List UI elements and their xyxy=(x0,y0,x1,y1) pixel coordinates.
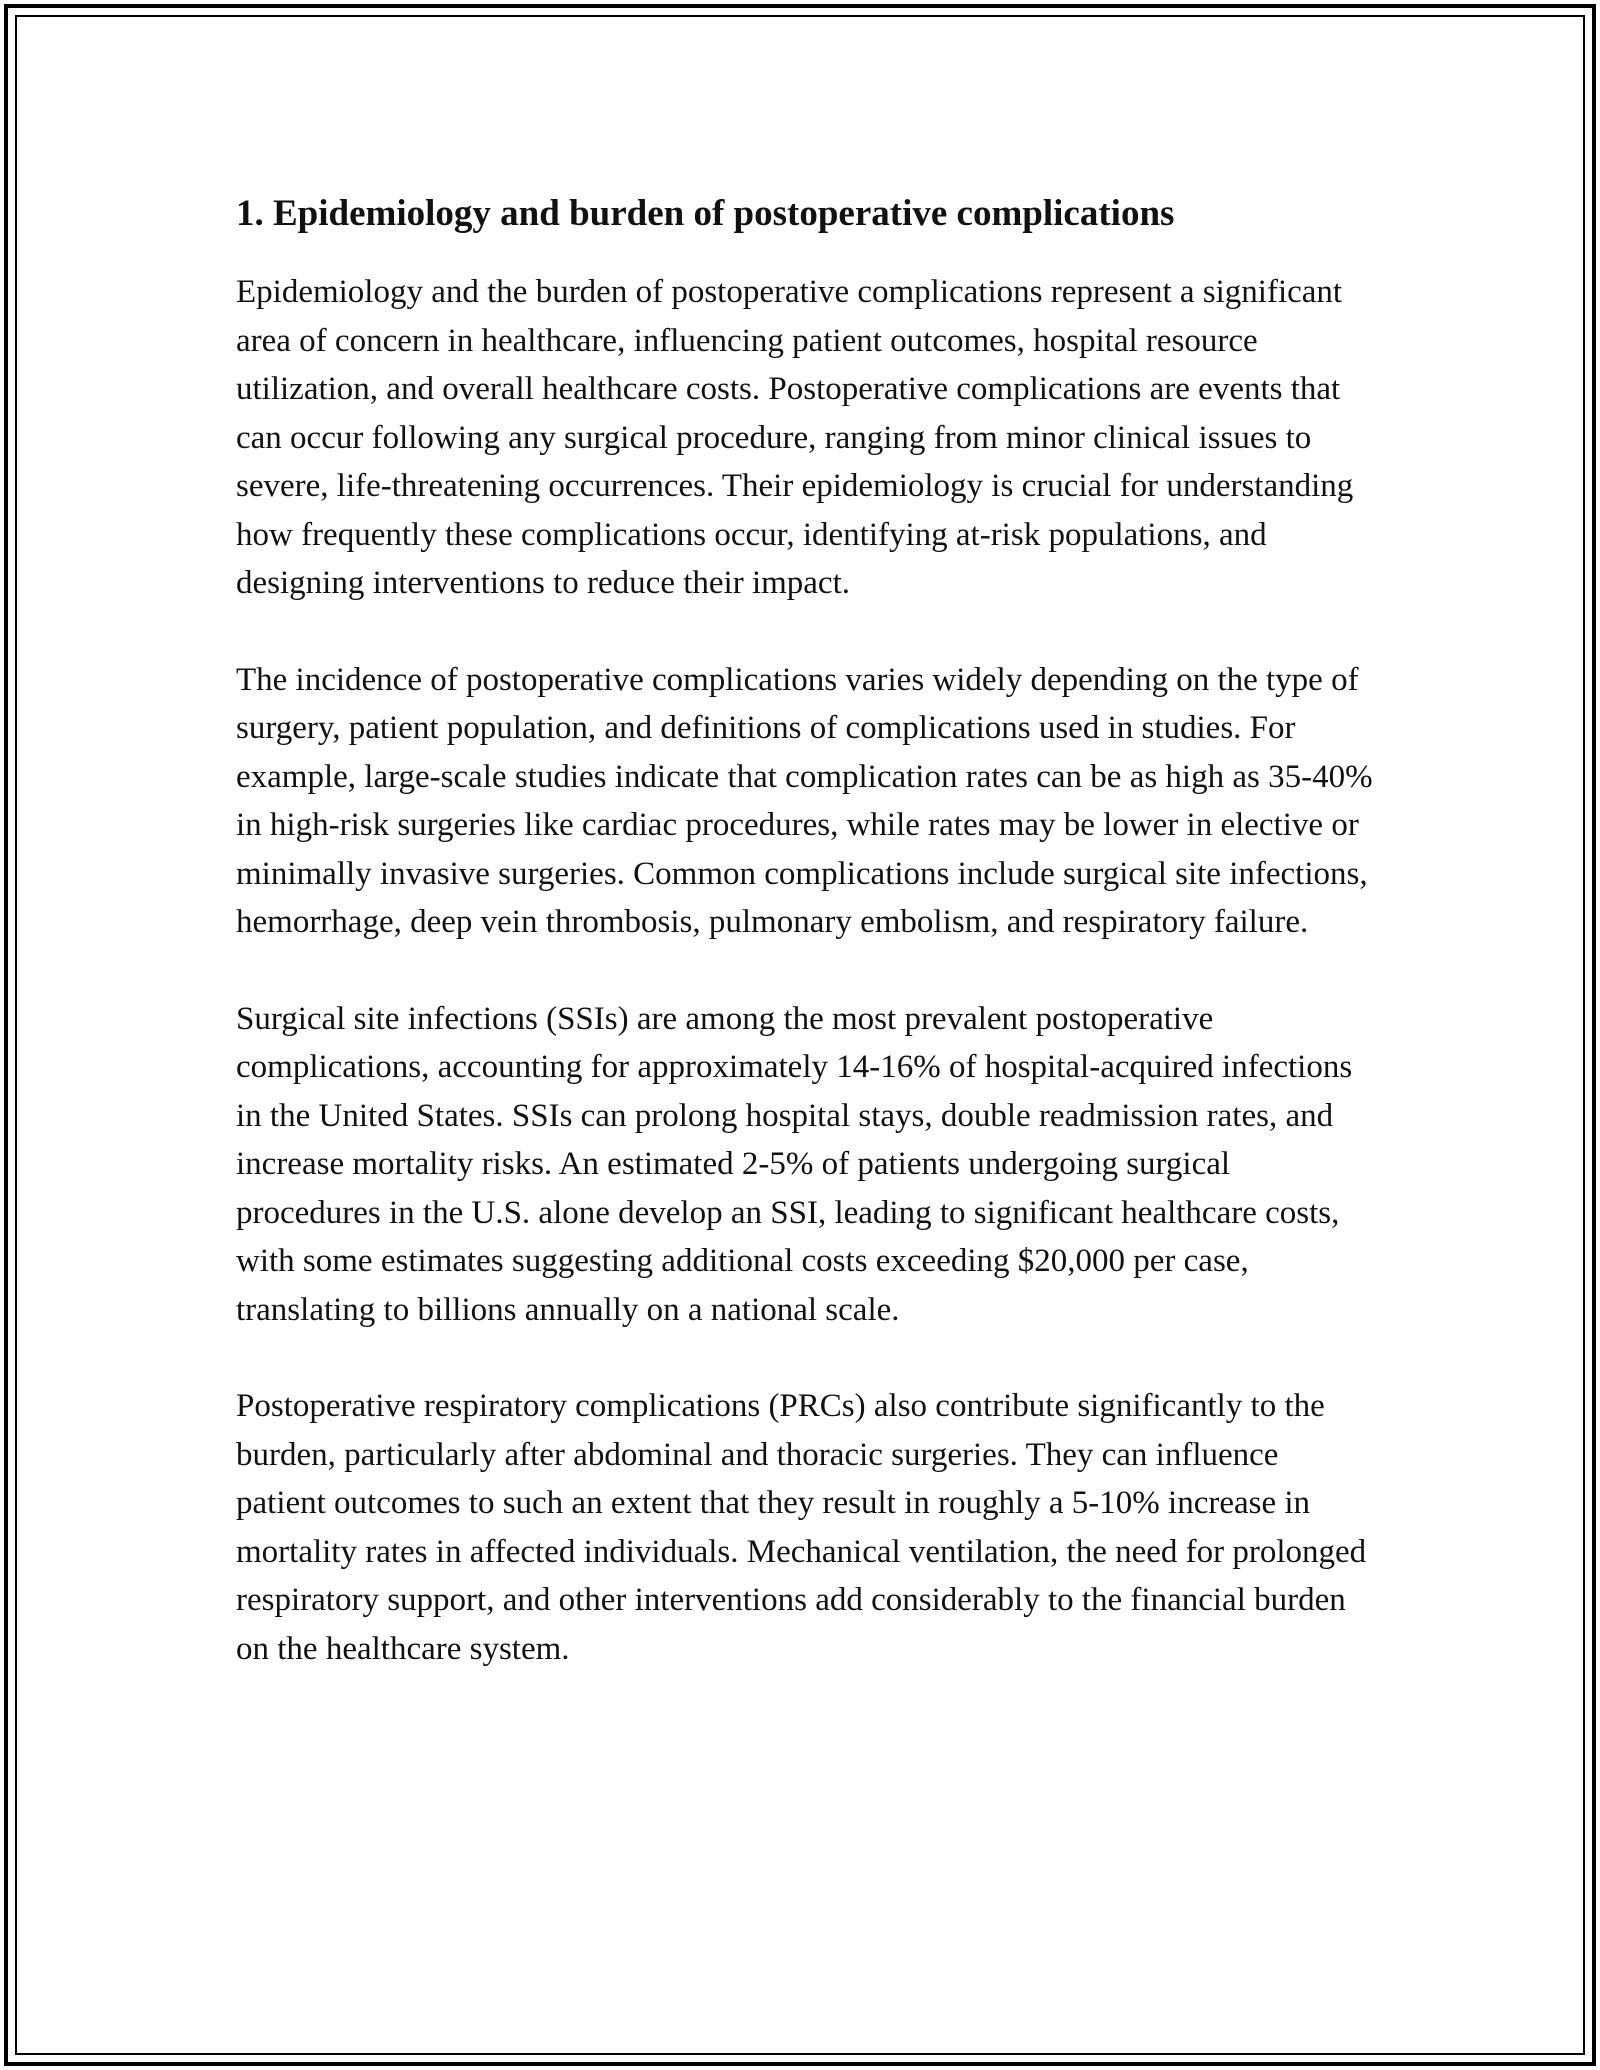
section-heading: 1. Epidemiology and burden of postoperative complications xyxy=(236,193,1175,234)
document-body xyxy=(236,190,1376,1721)
paragraph-respiratory-complications: Postoperative respiratory complications (PRCs) also contribute significantly to the burden, particularly after abdominal and thoracic surgeries. They can influence patient outcomes to such an extent that they result in roughly a 5-10% increase in mortality rates in affected individuals. Mechanical ventilation, the need for prolonged respiratory support, and other interventions add considerably to the financial burden on the healthcare system. xyxy=(236,1388,1367,1667)
paragraph-epidemiology-intro: Epidemiology and the burden of postoperative complications represent a significant area of concern in healthcare, influencing patient outcomes, hospital resource utilization, and overall healthcare costs. Postoperative complications are events that can occur following any surgical procedure, ranging from minor clinical issues to severe, life-threatening occurrences. Their epidemiology is crucial for understanding how frequently these complications occur, identifying at-risk populations, and designing interventions to reduce their impact. xyxy=(236,274,1354,601)
paragraph-surgical-site-infections: Surgical site infections (SSIs) are among the most prevalent postoperative complications, accounting for approximately 14-16% of hospital-acquired infections in the United States. SSIs can prolong hospital stays, double readmission rates, and increase mortality risks. An estimated 2-5% of patients undergoing surgical procedures in the U.S. alone develop an SSI, leading to significant healthcare costs, with some estimates suggesting additional costs exceeding $20,000 per case, translating to billions annually on a national scale. xyxy=(236,1000,1353,1328)
paragraph-incidence: The incidence of postoperative complications varies widely depending on the type of surgery, patient population, and definitions of complications used in studies. For example, large-scale studies indicate that complication rates can be as high as 35-40% in high-risk surgeries like cardiac procedures, while rates may be lower in elective or minimally invasive surgeries. Common complications include surgical site infections, hemorrhage, deep vein thrombosis, pulmonary embolism, and respiratory failure. xyxy=(236,661,1373,940)
